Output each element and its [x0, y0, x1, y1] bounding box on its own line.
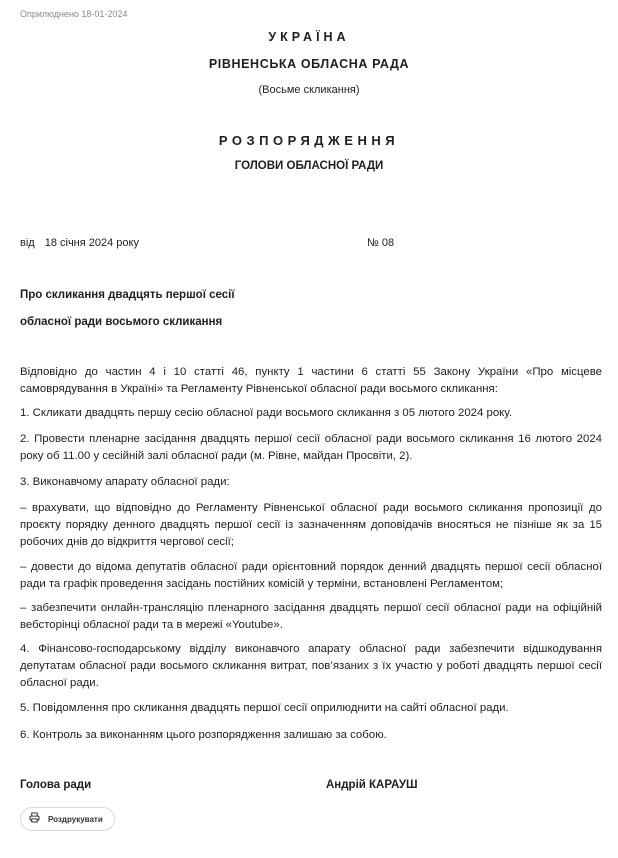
body-item-6: 6. Контроль за виконанням цього розпорядження залишаю за собою. [20, 729, 387, 741]
document-issuer: ГОЛОВИ ОБЛАСНОЇ РАДИ [234, 160, 384, 172]
print-button[interactable] [20, 807, 115, 831]
body-item-3-sub-c: – забезпечити онлайн-трансляцію пленарного засідання двадцять першої сесії обласної ради на офіційній вебсторінці обласної ради та в мережі «Youtube». [20, 602, 602, 631]
body-item-3-sub-a: – врахувати, що відповідно до Регламенту Рівненської обласної ради восьмого скликання пропозиції до проєкту порядку денного двадцять першої сесії із зазначенням доповідачів вносяться не пізніше як за 15 робочих днів до відкриття чергової сесії; [20, 502, 602, 548]
print-button-label: Роздрукувати [48, 814, 103, 824]
body-item-3-sub-b: – довести до відома депутатів обласної ради орієнтовний порядок денний двадцять першої сесії обласної ради та графік проведення засідань постійних комісій у терміни, встановлені Регламентом; [20, 561, 602, 590]
signatory-position: Голова ради [20, 779, 92, 791]
date-prefix: від [20, 237, 35, 249]
subject-line-2: обласної ради восьмого скликання [20, 316, 223, 328]
body-item-1: 1. Скликати двадцять першу сесію обласної ради восьмого скликання з 05 лютого 2024 року. [20, 407, 513, 419]
document-number: № 08 [367, 237, 395, 249]
printer-icon [29, 810, 48, 828]
body-intro: Відповідно до частин 4 і 10 статті 46, пункту 1 частини 6 статті 55 Закону України «Про місцеве самоврядування в Україні» та Регламенту Рівненської обласної ради восьмого скликання: [20, 366, 602, 395]
published-date: Оприлюднено 18-01-2024 [20, 9, 128, 19]
convocation-label: (Восьме скликання) [258, 84, 360, 96]
country-heading: УКРАЇНА [268, 30, 350, 44]
signatory-name: Андрій КАРАУШ [326, 779, 418, 791]
document-date: 18 січня 2024 року [44, 237, 139, 249]
document-type-title: РОЗПОРЯДЖЕННЯ [218, 133, 400, 148]
body-item-2: 2. Провести пленарне засідання двадцять першої сесії обласної ради восьмого скликання 16 лютого 2024 року об 11.00 у сесійній залі обласної ради (м. Рівне, майдан Просвіти, 2). [20, 433, 602, 462]
body-item-5: 5. Повідомлення про скликання двадцять першої сесії оприлюднити на сайті обласної ради. [20, 702, 509, 714]
date-line [20, 237, 139, 249]
body-item-4: 4. Фінансово-господарському відділу виконавчого апарату обласної ради забезпечити відшкодування депутатам обласної ради восьмого скликання витрат, пов’язаних з їх участю у роботі двадцять першої сесії обласної ради. [20, 643, 602, 689]
council-heading: РІВНЕНСЬКА ОБЛАСНА РАДА [208, 57, 410, 71]
body-item-3: 3. Виконавчому апарату обласної ради: [20, 476, 230, 488]
subject-line-1: Про скликання двадцять першої сесії [20, 289, 235, 301]
